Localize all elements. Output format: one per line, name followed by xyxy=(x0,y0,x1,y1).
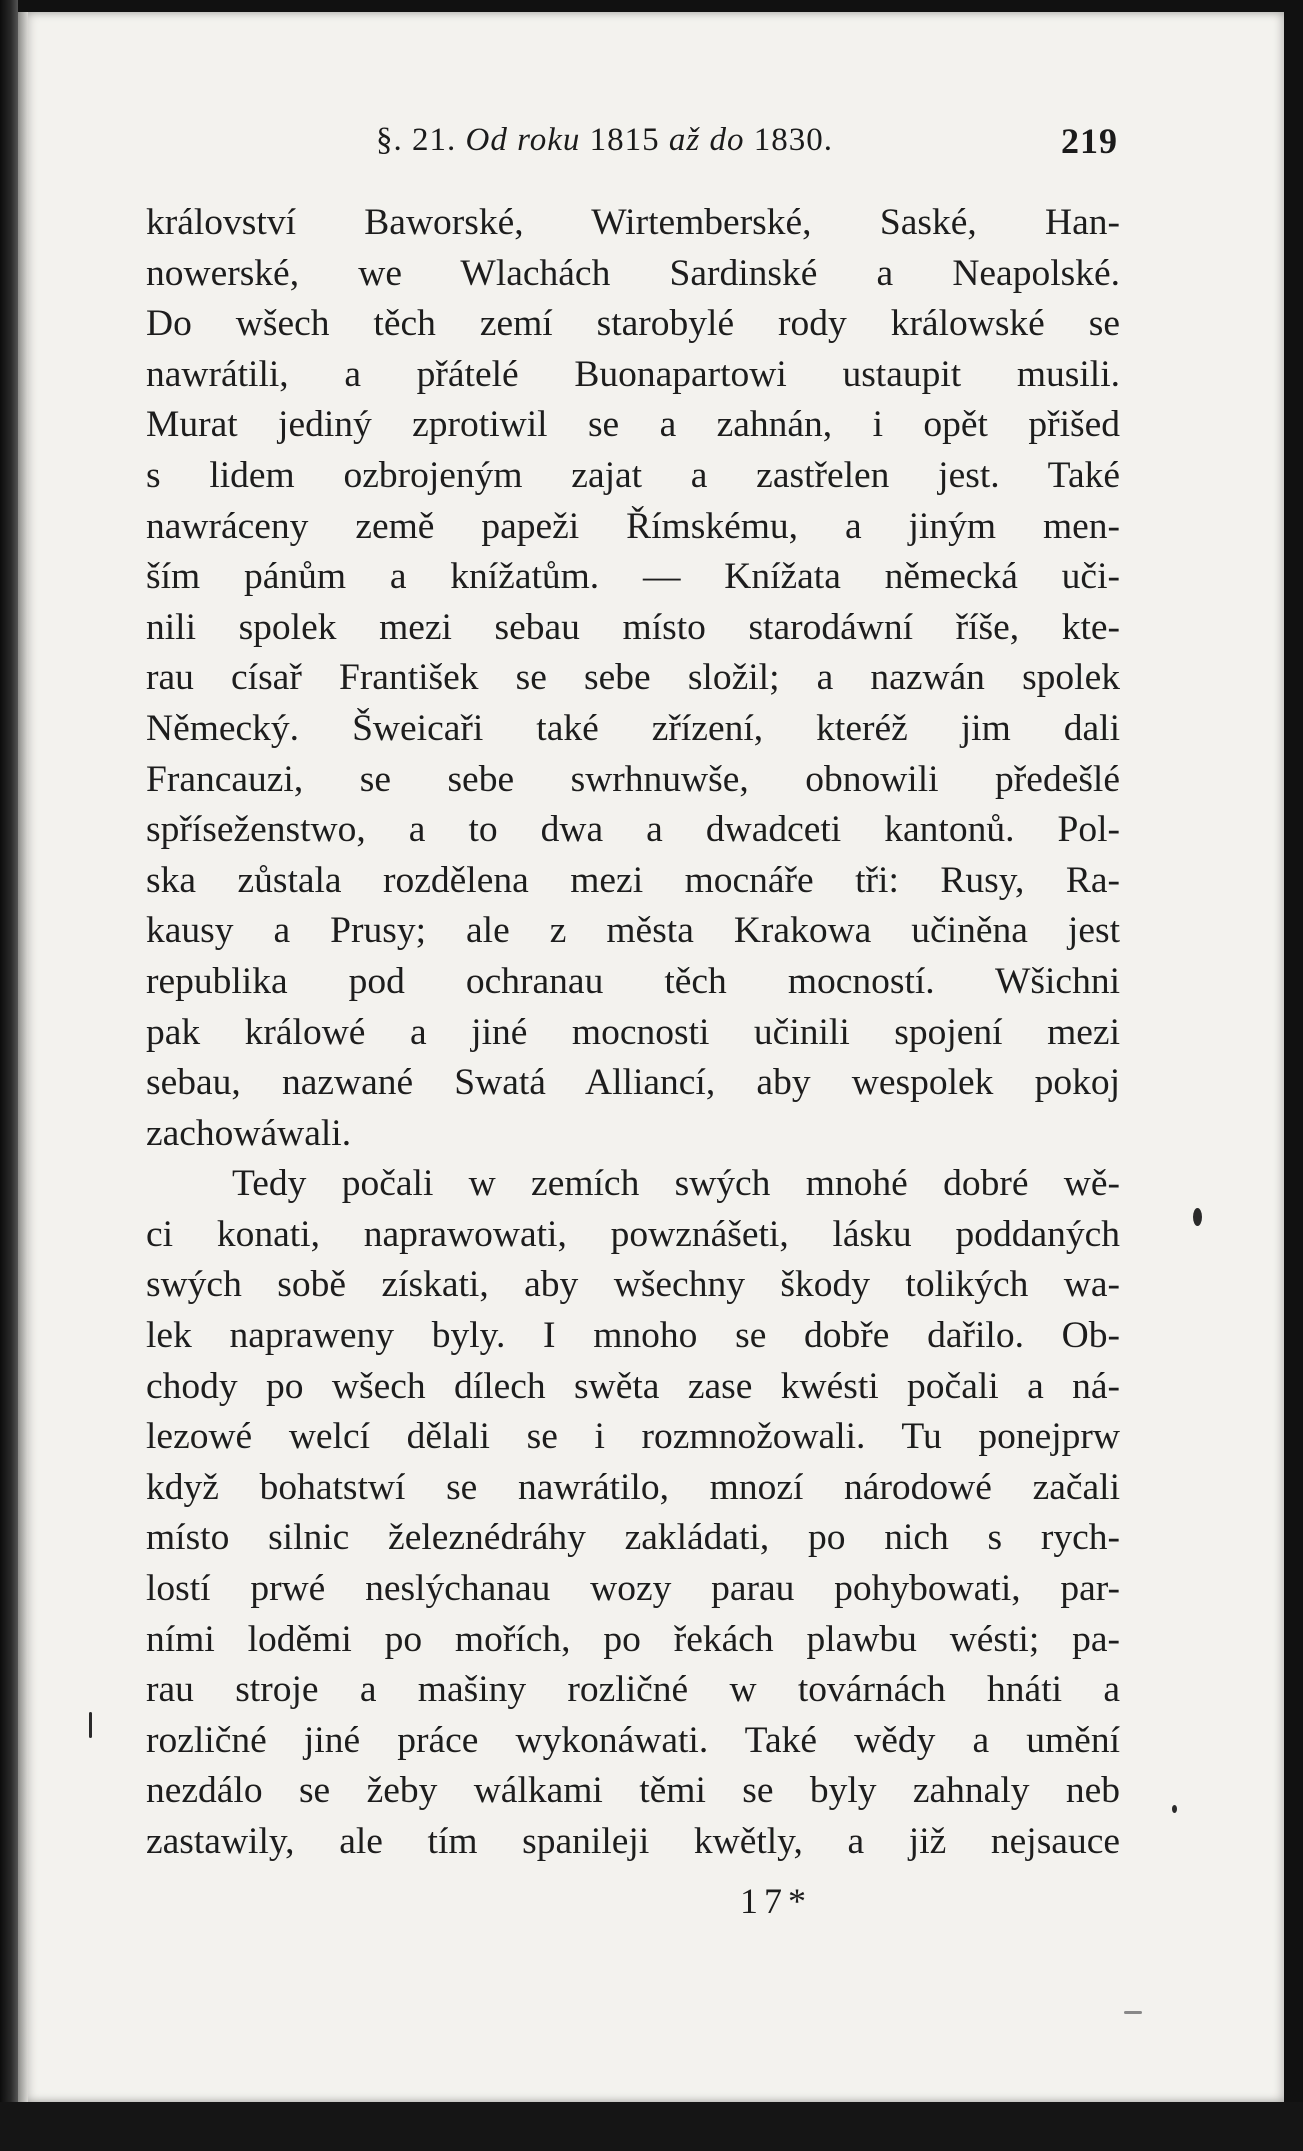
text-line: pak králowé a jiné mocnosti učinili spojení mezi xyxy=(146,1011,1120,1053)
text-line: ními loděmi po mořích, po řekách plawbu wésti; pa- xyxy=(146,1618,1120,1660)
page-header xyxy=(150,118,1118,168)
text-line: když bohatstwí se nawrátilo, mnozí národowé začali xyxy=(146,1466,1120,1508)
text-line: nawráceny země papeži Římskému, a jiným men- xyxy=(146,505,1120,547)
text-line: zastawily, ale tím spanileji kwětly, a již nejsauce xyxy=(146,1821,1120,1862)
signature-mark: 17* xyxy=(740,1881,812,1921)
scan-speck xyxy=(89,1712,92,1738)
text-line: spříseženstwo, a to dwa a dwadceti kantonů. Pol- xyxy=(146,809,1120,851)
text-line: nowerské, we Wlachách Sardinské a Neapolské. xyxy=(146,252,1120,294)
scan-speck xyxy=(1193,1208,1202,1226)
scan-speck xyxy=(1172,1805,1177,1813)
body-text xyxy=(146,198,1120,1868)
page-number: 219 xyxy=(1061,121,1118,161)
scan-bottom-edge xyxy=(0,2102,1303,2151)
text-line: lezowé welcí dělali se i rozmnožowali. Tu ponejprw xyxy=(146,1416,1120,1458)
running-head-join: až do xyxy=(668,122,745,158)
text-line: rau císař František se sebe složil; a nazwán spolek xyxy=(146,657,1120,699)
running-head-years: 1815 xyxy=(589,122,660,158)
text-line: chody po wšech dílech swěta zase kwésti počali a ná- xyxy=(146,1365,1120,1407)
text-line: lek napraweny byly. I mnoho se dobře dařilo. Ob- xyxy=(146,1315,1120,1357)
text-line: nawrátili, a přátelé Buonapartowi ustaupit musili. xyxy=(146,353,1120,395)
running-head-end: 1830. xyxy=(753,122,833,158)
text-line: zachowáwali. xyxy=(146,1112,352,1154)
text-line: místo silnic železnédráhy zakládati, po nich s rych- xyxy=(146,1517,1120,1559)
running-head xyxy=(376,122,833,159)
paragraph-2 xyxy=(146,1159,1120,1867)
text-line: ci konati, naprawowati, powznášeti, lásku poddaných xyxy=(146,1213,1120,1255)
book-spine-shadow xyxy=(0,0,18,2151)
text-line: kausy a Prusy; ale z města Krakowa učiněna jest xyxy=(146,910,1120,952)
text-line: s lidem ozbrojeným zajat a zastřelen jest. Také xyxy=(146,454,1120,496)
text-line: království Baworské, Wirtemberské, Saské, Han- xyxy=(146,202,1120,243)
text-line: rau stroje a mašiny rozličné w továrnách hnáti a xyxy=(146,1669,1120,1711)
paragraph-1 xyxy=(146,198,1120,1159)
text-line: nezdálo se žeby wálkami těmi se byly zahnaly neb xyxy=(146,1770,1120,1812)
text-line: Francauzi, se sebe swrhnuwše, obnowili předešlé xyxy=(146,758,1120,800)
text-line: ším pánům a knížatům. — Knížata německá uči- xyxy=(146,556,1120,598)
text-line: nili spolek mezi sebau místo starodáwní říše, kte- xyxy=(146,606,1120,648)
text-line: sebau, nazwané Swatá Alliancí, aby wespolek pokoj xyxy=(146,1062,1120,1104)
text-line: lostí prwé neslýchanau wozy parau pohybowati, par- xyxy=(146,1568,1120,1610)
text-line: rozličné jiné práce wykonáwati. Také wědy a umění xyxy=(146,1719,1120,1761)
running-head-title: Od roku xyxy=(465,122,581,158)
text-line: ska zůstala rozdělena mezi mocnáře tři: Rusy, Ra- xyxy=(146,859,1120,901)
text-line: Murat jediný zprotiwil se a zahnán, i opět přišed xyxy=(146,404,1120,446)
text-line: swých sobě získati, aby wšechny škody tolikých wa- xyxy=(146,1264,1120,1306)
running-head-section: §. 21. xyxy=(376,122,457,158)
scan-speck xyxy=(1124,2011,1142,2014)
text-line: Německý. Šweicaři také zřízení, kteréž jim dali xyxy=(146,707,1120,749)
text-line: Do wšech těch zemí starobylé rody králowské se xyxy=(146,303,1120,345)
text-line: republika pod ochranau těch mocností. Wšichni xyxy=(146,960,1120,1002)
text-line: Tedy počali w zemích swých mnohé dobré wě- xyxy=(232,1163,1120,1205)
page-gutter xyxy=(18,12,28,2102)
